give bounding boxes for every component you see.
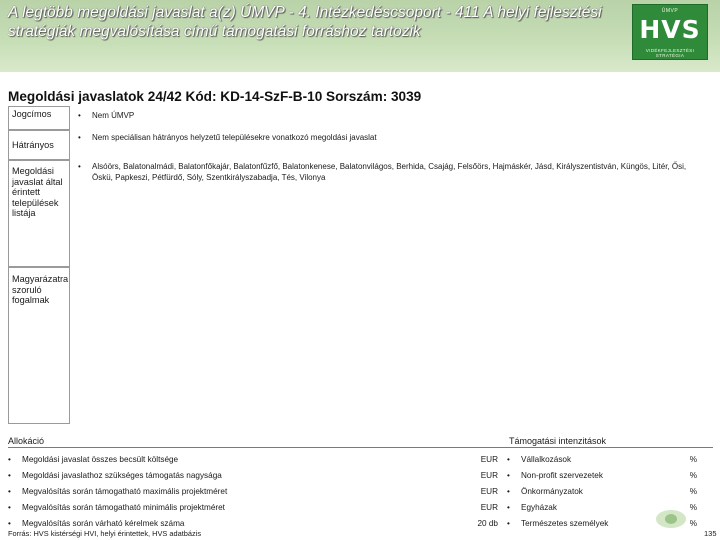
- label-hatranyos: Hátrányos: [8, 130, 70, 160]
- list-item-label: Megvalósítás során várható kérelmek száma: [22, 519, 185, 528]
- label-fogalmak: Magyarázatra szoruló fogalmak: [8, 267, 70, 424]
- header-banner: [0, 0, 720, 72]
- bullet: •: [8, 487, 11, 496]
- list-item-label: Megvalósítás során támogatható maximális projektméret: [22, 487, 228, 496]
- list-item-unit: %: [689, 503, 697, 512]
- list-item-unit: %: [689, 487, 697, 496]
- list-item-label: Non-profit szervezetek: [521, 471, 603, 480]
- page-title: Megoldási javaslatok 24/42 Kód: KD-14-SzF-B-10 Sorszám: 3039: [8, 89, 422, 104]
- bullet: •: [507, 455, 510, 464]
- label-telepulesek: Megoldási javaslat által érintett települések listája: [8, 160, 70, 267]
- bullet: •: [8, 471, 11, 480]
- list-item-unit: 20 db: [477, 519, 498, 528]
- row-telepulesek-text: Alsóörs, Balatonalmádi, Balatonfőkajár, Balatonfűzfő, Balatonkenese, Balatonvilágos, Berhida, Csajág, Felsőörs, Hajmáskér, Jásd, Királyszentistván, Küngös, Litér, Ősi, Öskü, Papkeszi, Pétfürdő, Sóly, Szentkirályszabadja, Tés, Vilonya: [92, 162, 687, 182]
- list-item-label: Vállalkozások: [521, 455, 572, 464]
- logo-top-text: ÚMVP: [661, 8, 679, 14]
- bullet: •: [8, 503, 11, 512]
- list-item-label: Önkormányzatok: [521, 487, 583, 496]
- logo-main-text: HVS: [639, 15, 701, 44]
- header-title: A legtöbb megoldási javaslat a(z) ÚMVP - 4. Intézkedéscsoport - 411 A helyi fejlesztési stratégiák megvalósítása című támogatási forráshoz tartozik: [8, 4, 602, 40]
- bullet: •: [507, 503, 510, 512]
- bullet: •: [8, 455, 11, 464]
- list-item-unit: %: [689, 519, 697, 528]
- bullet: •: [78, 162, 81, 171]
- label-jogcimos: Jogcímos: [8, 106, 70, 130]
- allokacio-heading: Allokáció: [8, 436, 45, 446]
- tamogatasi-heading: Támogatási intenzitások: [509, 436, 607, 446]
- small-logo-icon: [656, 510, 686, 528]
- list-item-label: Egyházak: [521, 503, 557, 512]
- list-item-label: Megoldási javaslat összes becsült költsége: [22, 455, 179, 464]
- list-item-unit: EUR: [480, 503, 498, 512]
- list-item-unit: EUR: [480, 471, 498, 480]
- bullet: •: [507, 471, 510, 480]
- list-item-unit: %: [689, 471, 697, 480]
- divider: [8, 447, 713, 448]
- list-item-unit: EUR: [480, 487, 498, 496]
- bullet: •: [507, 519, 510, 528]
- list-item-unit: %: [689, 455, 697, 464]
- bullet: •: [78, 133, 81, 142]
- logo-bottom-text: VIDÉKFEJLESZTÉSI STRATÉGIA: [645, 48, 695, 58]
- list-item-label: Természetes személyek: [521, 519, 609, 528]
- bullet: •: [78, 111, 81, 120]
- source-note: Forrás: HVS kistérségi HVI, helyi érintettek, HVS adatbázis: [8, 529, 202, 538]
- page-number: 135: [704, 529, 717, 538]
- left-label-column: [8, 106, 70, 424]
- hvs-logo: [632, 4, 708, 60]
- list-item-label: Megoldási javaslathoz szükséges támogatás nagysága: [22, 471, 222, 480]
- bullet: •: [507, 487, 510, 496]
- bullet: •: [8, 519, 11, 528]
- row-hatranyos-text: Nem speciálisan hátrányos helyzetű településekre vonatkozó megoldási javaslat: [92, 133, 377, 142]
- list-item-unit: EUR: [480, 455, 498, 464]
- row-jogcimos-text: Nem ÚMVP: [92, 111, 135, 120]
- list-item-label: Megvalósítás során támogatható minimális projektméret: [22, 503, 225, 512]
